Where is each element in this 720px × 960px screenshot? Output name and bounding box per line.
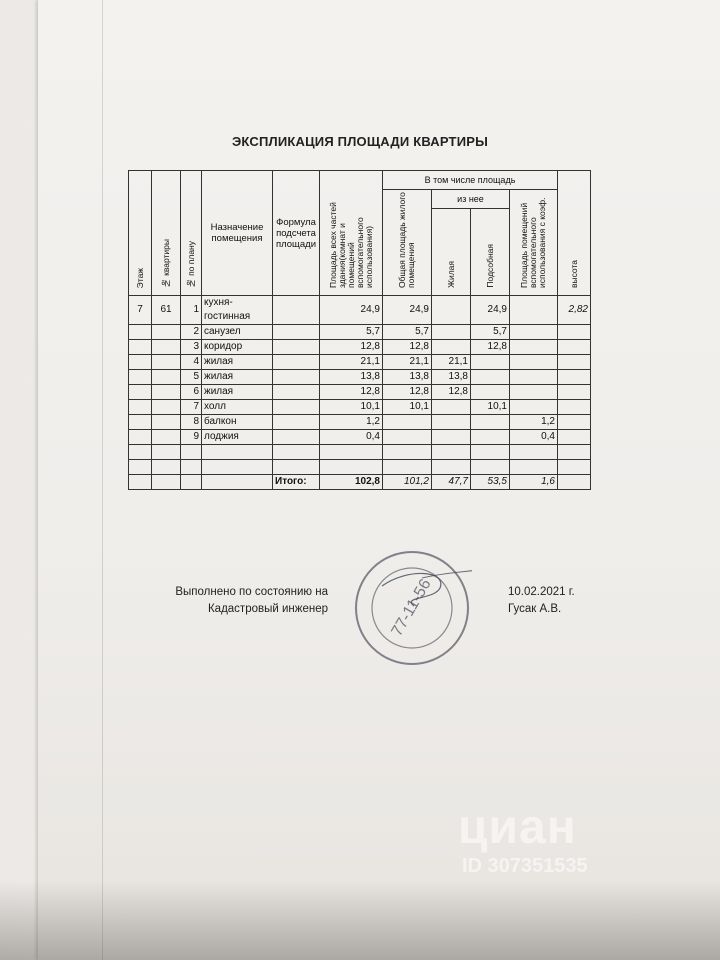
cell-total: 21,1 (320, 355, 383, 370)
cell-general: 5,7 (383, 325, 432, 340)
cell-total: 24,9 (320, 296, 383, 325)
cell-name: жилая (202, 385, 273, 400)
totals-living: 47,7 (432, 475, 471, 490)
header-auxiliary: Подсобная (471, 209, 510, 296)
cell-living (432, 296, 471, 325)
cell-formula (273, 400, 320, 415)
header-apartment-no: № квартиры (152, 171, 181, 296)
document-title: ЭКСПЛИКАЦИЯ ПЛОЩАДИ КВАРТИРЫ (231, 134, 489, 149)
header-floor: Этаж (129, 171, 152, 296)
totals-total-area: 102,8 (320, 475, 383, 490)
signature-date: 10.02.2021 г. (508, 586, 575, 598)
cell-formula (273, 355, 320, 370)
cell-formula (273, 415, 320, 430)
cell-general: 12,8 (383, 340, 432, 355)
explication-table-wrap (128, 170, 591, 490)
cell-no: 4 (181, 355, 202, 370)
cell-general (383, 445, 432, 460)
cell-coef (510, 385, 558, 400)
header-plan-no: № по плану (181, 171, 202, 296)
cell-no: 6 (181, 385, 202, 400)
cell-no: 2 (181, 325, 202, 340)
cell-name: холл (202, 400, 273, 415)
cell-apt (152, 355, 181, 370)
signature-right (508, 584, 575, 618)
engineer-role: Кадастровый инженер (207, 603, 328, 615)
cell-apt (152, 415, 181, 430)
header-total-area: Площадь всех частей здания(комнат и помещений вспомогательного использования) (320, 171, 383, 296)
cell-coef (510, 355, 558, 370)
cell-apt: 61 (152, 296, 181, 325)
cell-aux (471, 415, 510, 430)
cell-name: балкон (202, 415, 273, 430)
cell-formula (273, 340, 320, 355)
table-row (129, 340, 591, 355)
cell-aux (471, 385, 510, 400)
cell-aux: 24,9 (471, 296, 510, 325)
cell-no: 8 (181, 415, 202, 430)
cell-total: 13,8 (320, 370, 383, 385)
table-row (129, 385, 591, 400)
cell-living (432, 325, 471, 340)
header-including: В том числе площадь (383, 171, 558, 190)
table-row (129, 355, 591, 370)
cell-apt (152, 430, 181, 445)
table-row (129, 325, 591, 340)
cell-floor (129, 340, 152, 355)
cell-general: 12,8 (383, 385, 432, 400)
cell-floor (129, 430, 152, 445)
header-general-living: Общая площадь жилого помещения (383, 190, 432, 296)
table-body (129, 296, 591, 475)
cell-living (432, 460, 471, 475)
totals-cell (152, 475, 181, 490)
bottom-shadow (0, 880, 720, 960)
watermark-id: ID 307351535 (462, 855, 588, 877)
cell-no: 3 (181, 340, 202, 355)
cell-apt (152, 370, 181, 385)
engineer-name: Гусак А.В. (508, 603, 562, 615)
cell-height (558, 325, 591, 340)
cell-height (558, 370, 591, 385)
cell-name (202, 445, 273, 460)
header-height: высота (558, 171, 591, 296)
cian-watermark (458, 800, 588, 878)
cell-formula (273, 385, 320, 400)
cell-living: 13,8 (432, 370, 471, 385)
table-row (129, 370, 591, 385)
cell-coef (510, 460, 558, 475)
cell-no: 5 (181, 370, 202, 385)
cell-general: 21,1 (383, 355, 432, 370)
totals-aux-coef: 1,6 (510, 475, 558, 490)
cell-no: 7 (181, 400, 202, 415)
cell-apt (152, 460, 181, 475)
cell-name: жилая (202, 370, 273, 385)
cell-coef (510, 445, 558, 460)
cell-floor (129, 460, 152, 475)
watermark-logo: циан (458, 801, 577, 854)
cell-formula (273, 370, 320, 385)
cadastral-stamp (352, 548, 472, 668)
cell-height (558, 460, 591, 475)
cell-apt (152, 445, 181, 460)
cell-formula (273, 325, 320, 340)
cell-general: 24,9 (383, 296, 432, 325)
cell-name (202, 460, 273, 475)
table-row (129, 445, 591, 460)
cell-height (558, 430, 591, 445)
table-row (129, 415, 591, 430)
cell-no: 1 (181, 296, 202, 325)
cell-apt (152, 325, 181, 340)
cell-total: 0,4 (320, 430, 383, 445)
cell-general: 13,8 (383, 370, 432, 385)
cell-general (383, 430, 432, 445)
header-of-which: из нее (432, 190, 510, 209)
cell-name: жилая (202, 355, 273, 370)
header-room-purpose: Назначение помещения (202, 171, 273, 296)
cell-name: кухня-гостинная (202, 296, 273, 325)
totals-cell (202, 475, 273, 490)
cell-total: 1,2 (320, 415, 383, 430)
table-row (129, 296, 591, 325)
cell-floor (129, 400, 152, 415)
cell-height: 2,82 (558, 296, 591, 325)
cell-floor (129, 370, 152, 385)
cell-coef (510, 296, 558, 325)
cell-aux (471, 445, 510, 460)
cell-general (383, 415, 432, 430)
cell-living: 12,8 (432, 385, 471, 400)
cell-floor: 7 (129, 296, 152, 325)
cell-aux: 5,7 (471, 325, 510, 340)
cell-living (432, 430, 471, 445)
cell-height (558, 415, 591, 430)
cell-aux (471, 460, 510, 475)
cell-floor (129, 325, 152, 340)
status-text: Выполнено по состоянию на (175, 586, 328, 598)
cell-coef: 0,4 (510, 430, 558, 445)
signature-left (172, 584, 328, 618)
cell-apt (152, 385, 181, 400)
cell-height (558, 385, 591, 400)
cell-general: 10,1 (383, 400, 432, 415)
cell-name: коридор (202, 340, 273, 355)
cell-total: 12,8 (320, 385, 383, 400)
cell-formula (273, 460, 320, 475)
totals-cell (558, 475, 591, 490)
explication-table (128, 170, 591, 490)
cell-general (383, 460, 432, 475)
cell-total: 12,8 (320, 340, 383, 355)
cell-coef (510, 400, 558, 415)
cell-coef (510, 325, 558, 340)
cell-living (432, 415, 471, 430)
totals-cell (129, 475, 152, 490)
totals-cell (181, 475, 202, 490)
cell-aux: 12,8 (471, 340, 510, 355)
table-row (129, 400, 591, 415)
cell-height (558, 445, 591, 460)
cell-aux (471, 430, 510, 445)
cell-height (558, 355, 591, 370)
stamp-number: 77-11-56 (388, 576, 435, 640)
cell-name: лоджия (202, 430, 273, 445)
cell-floor (129, 355, 152, 370)
table-row (129, 460, 591, 475)
cell-floor (129, 415, 152, 430)
totals-auxiliary: 53,5 (471, 475, 510, 490)
cell-aux (471, 355, 510, 370)
cell-aux: 10,1 (471, 400, 510, 415)
cell-formula (273, 445, 320, 460)
cell-coef (510, 370, 558, 385)
cell-floor (129, 445, 152, 460)
cell-floor (129, 385, 152, 400)
cell-total: 10,1 (320, 400, 383, 415)
cell-no: 9 (181, 430, 202, 445)
cell-living: 21,1 (432, 355, 471, 370)
cell-total (320, 460, 383, 475)
cell-living (432, 400, 471, 415)
cell-no (181, 460, 202, 475)
header-aux-coef: Площадь помещений вспомогательного использования с коэф. (510, 190, 558, 296)
header-formula: Формула подсчета площади (273, 171, 320, 296)
totals-row (129, 475, 591, 490)
cell-coef (510, 340, 558, 355)
cell-coef: 1,2 (510, 415, 558, 430)
header-living: Жилая (432, 209, 471, 296)
totals-general-living: 101,2 (383, 475, 432, 490)
cell-apt (152, 400, 181, 415)
cell-height (558, 400, 591, 415)
cell-name: санузел (202, 325, 273, 340)
cell-total: 5,7 (320, 325, 383, 340)
totals-label: Итого: (273, 475, 320, 490)
cell-height (558, 340, 591, 355)
cell-apt (152, 340, 181, 355)
cell-total (320, 445, 383, 460)
cell-aux (471, 370, 510, 385)
cell-living (432, 340, 471, 355)
cell-living (432, 445, 471, 460)
cell-no (181, 445, 202, 460)
table-row (129, 430, 591, 445)
cell-formula (273, 296, 320, 325)
cell-formula (273, 430, 320, 445)
